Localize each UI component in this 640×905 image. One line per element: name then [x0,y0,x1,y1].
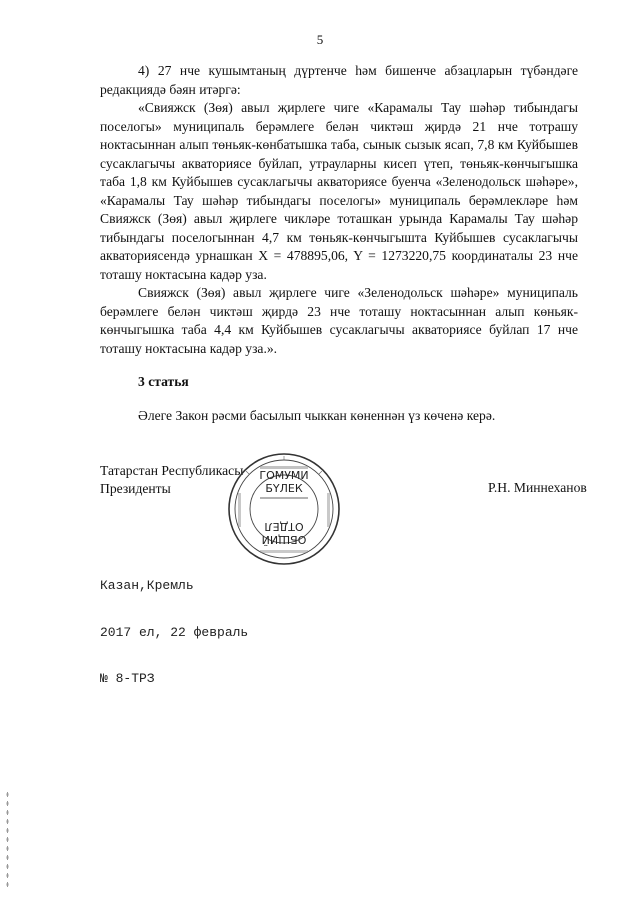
margin-dots [6,790,9,890]
article-heading: 3 статья [138,374,189,389]
signature-title [100,462,243,498]
signature-title-line2: Президенты [100,481,171,496]
paragraph-amendment-intro: 4) 27 нче кушымтаның дүртенче һәм бишенче абзацларын түбәндәге редакциядә бәян итәргә: [100,63,578,97]
place: Казан,Кремль [100,578,194,593]
stamp-text-line4: ОТДЕЛ [264,520,304,533]
stamp-text-line2: БҮЛЕК [265,482,303,495]
stamp-text-line1: ГОМУМИ [259,469,309,482]
place-date-block [100,547,248,702]
law-number: № 8-ТРЗ [100,671,155,686]
page-number: 5 [316,32,324,47]
date: 2017 ел, 22 февраль [100,624,249,640]
signature-name: Р.Н. Миннеханов [488,480,587,495]
paragraph-border-description-1: «Свияжск (Зөя) авыл җирлеге чиге «Карамалы Тау шәһәр тибындагы поселогы» муниципаль берәмлеге белән чиктәш җирдә 21 нче тотрашу ноктасыннан алып төньяк-көнбатышка таба, сынык сызык ясап, 7,8 км Куйбышев сусаклагычы акваториясе буйлап, утрауларны кисеп үтеп, төньяк-көнчыгышка таба 1,8 км Куйбышев сусаклагычы акваториясе буенча «Зеленодольск шәһәре», «Карамалы Тау шәһәр тибындагы поселогы» муниципаль берәмлекләре һәм Свияжск (Зөя) авыл җирлеге чикләре тоташкан урында Карамалы Тау шәһәр тибындагы поселогыннан 4,7 км төньяк-көнчыгышта Куйбышев сусаклагычы акваториясендә урнашкан X = 478895,06, Y = 1273220,75 координаталы 23 нче тоташу ноктасына кадәр уза. [100,100,578,282]
signature-title-line1: Татарстан Республикасы [100,463,244,478]
document-body [100,62,578,358]
paragraph-border-description-2: Свияжск (Зөя) авыл җирлеге чиге «Зеленодольск шәһәре» муниципаль берәмлеге белән чиктәш җирдә 23 нче тоташу ноктасыннан алып көньяк-көнчыгышка таба 4,4 км Куйбышев сусаклагычы акваториясе буйлап 17 нче тоташу ноктасына кадәр уза.». [100,285,578,356]
article-text: Әлеге Закон рәсми басылып чыккан көненнән үз көченә керә. [138,408,496,423]
stamp-text-line3: ОБЩИЙ [261,533,307,546]
